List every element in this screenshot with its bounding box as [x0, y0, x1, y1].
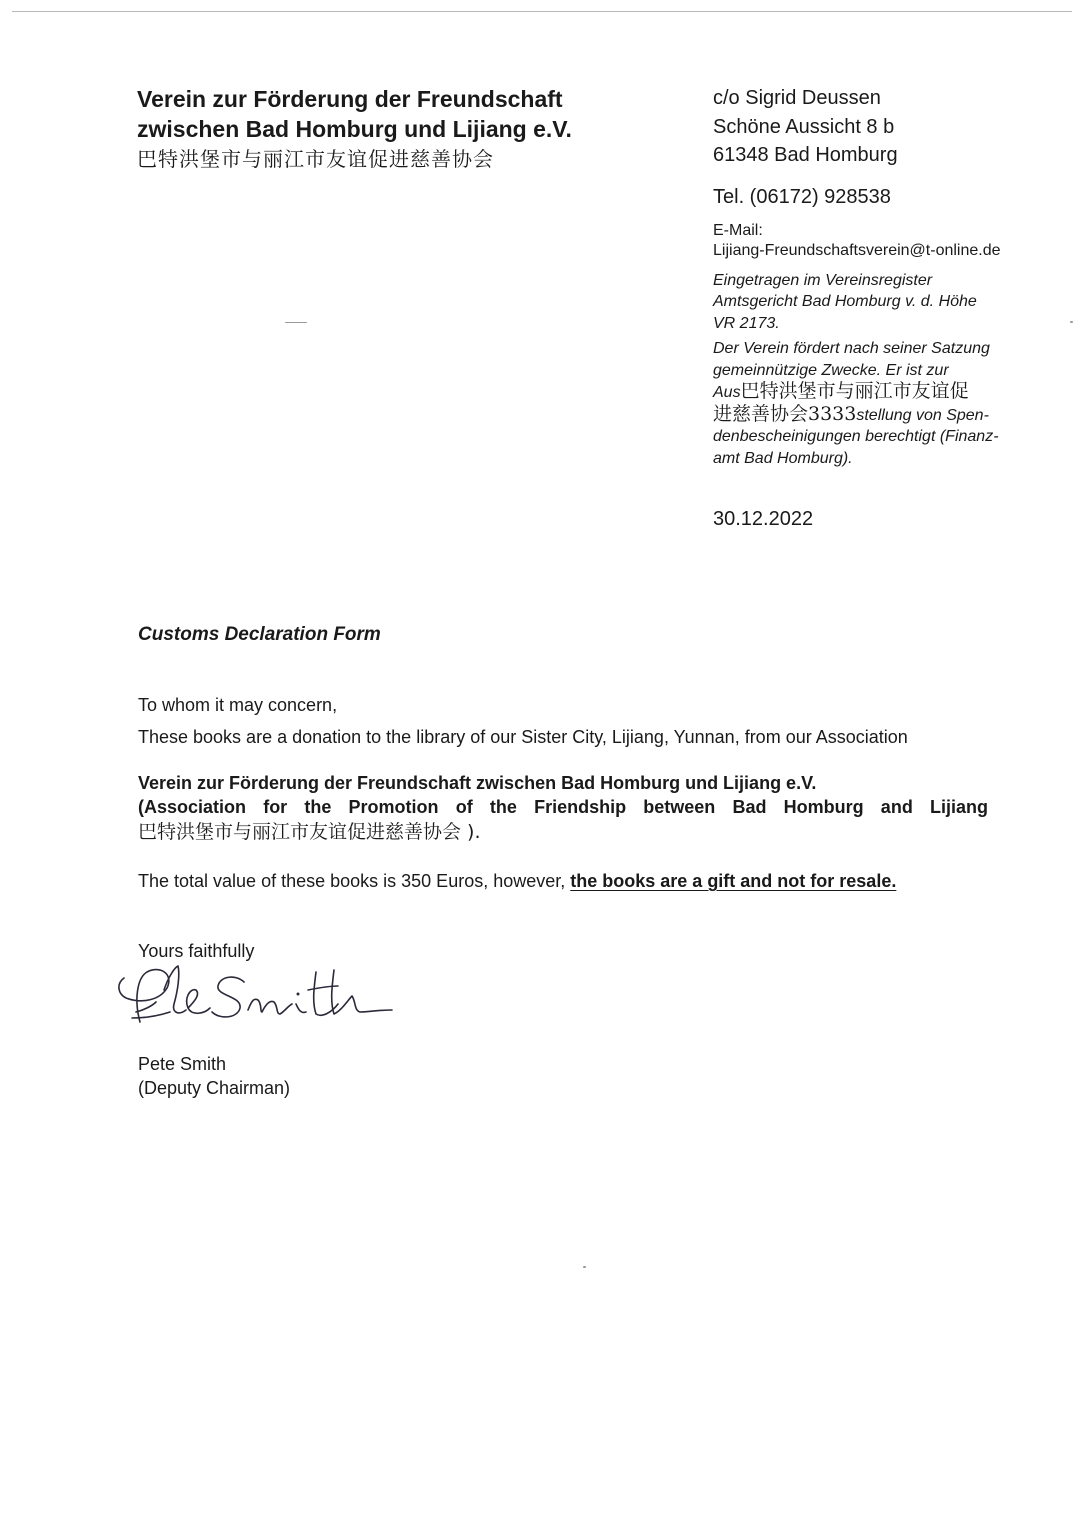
letterhead-organization	[137, 84, 677, 174]
charity-line: denbescheinigungen berechtigt (Finanz-	[713, 428, 999, 445]
email-address: Lijiang-Freundschaftsverein@t-online.de	[713, 241, 1001, 259]
charity-prefix: Aus	[713, 384, 741, 401]
letter-subject: Customs Declaration Form	[138, 624, 381, 645]
letter-date: 30.12.2022	[713, 508, 814, 530]
association-name-english: (Association for the Promotion of the Friendship between Bad Homburg and Lijiang	[138, 797, 988, 817]
email-label: E-Mail:	[713, 221, 763, 239]
signer-name: Pete Smith	[138, 1054, 227, 1074]
scan-speck	[285, 322, 307, 323]
org-name-chinese: 巴特洪堡市与丽江市友谊促进慈善协会	[137, 147, 494, 171]
association-name-block	[138, 771, 988, 845]
scan-speck	[1070, 321, 1073, 323]
scan-speck	[583, 1266, 586, 1268]
charity-line	[713, 381, 1053, 404]
letterhead-address	[713, 84, 1053, 469]
org-name-line2: zwischen Bad Homburg und Lijiang e.V.	[137, 116, 572, 142]
value-text: The total value of these books is 350 Euros, however,	[138, 871, 571, 891]
donation-statement: These books are a donation to the library of our Sister City, Lijiang, Yunnan, from our Association	[138, 727, 908, 747]
signer-title: (Deputy Chairman)	[138, 1078, 291, 1098]
charity-note	[713, 338, 1053, 469]
charity-suffix: stellung von Spen-	[856, 406, 989, 424]
org-name-line1: Verein zur Förderung der Freundschaft	[137, 86, 563, 112]
salutation: To whom it may concern,	[138, 695, 338, 715]
charity-line: Der Verein fördert nach seiner Satzung	[713, 340, 990, 357]
scan-edge-line	[12, 11, 1072, 12]
association-name-chinese: 巴特洪堡市与丽江市友谊促进慈善协会 ).	[138, 821, 481, 843]
telephone: Tel. (06172) 928538	[713, 185, 891, 208]
charity-line	[713, 404, 1053, 427]
registration-line: Amtsgericht Bad Homburg v. d. Höhe	[713, 293, 977, 310]
address-care-of: c/o Sigrid Deussen	[713, 87, 881, 109]
registration-line: Eingetragen im Vereinsregister	[713, 271, 933, 289]
charity-line: gemeinnützige Zwecke. Er ist zur	[713, 361, 949, 379]
charity-line: amt Bad Homburg).	[713, 449, 853, 467]
address-street: Schöne Aussicht 8 b	[713, 115, 895, 138]
registration-line: VR 2173.	[713, 314, 780, 332]
charity-chinese: 巴特洪堡市与丽江市友谊促	[740, 380, 969, 402]
registration-note	[713, 270, 1053, 335]
handwritten-signature	[112, 960, 402, 1038]
valediction: Yours faithfully	[138, 941, 255, 961]
address-city: 61348 Bad Homburg	[713, 144, 898, 166]
association-name-german: Verein zur Förderung der Freundschaft zwischen Bad Homburg und Lijiang e.V.	[138, 773, 817, 793]
value-statement	[138, 869, 1008, 893]
charity-chinese: 进慈善协会3333	[713, 402, 857, 425]
not-for-resale-emphasis: the books are a gift and not for resale.	[570, 871, 897, 891]
